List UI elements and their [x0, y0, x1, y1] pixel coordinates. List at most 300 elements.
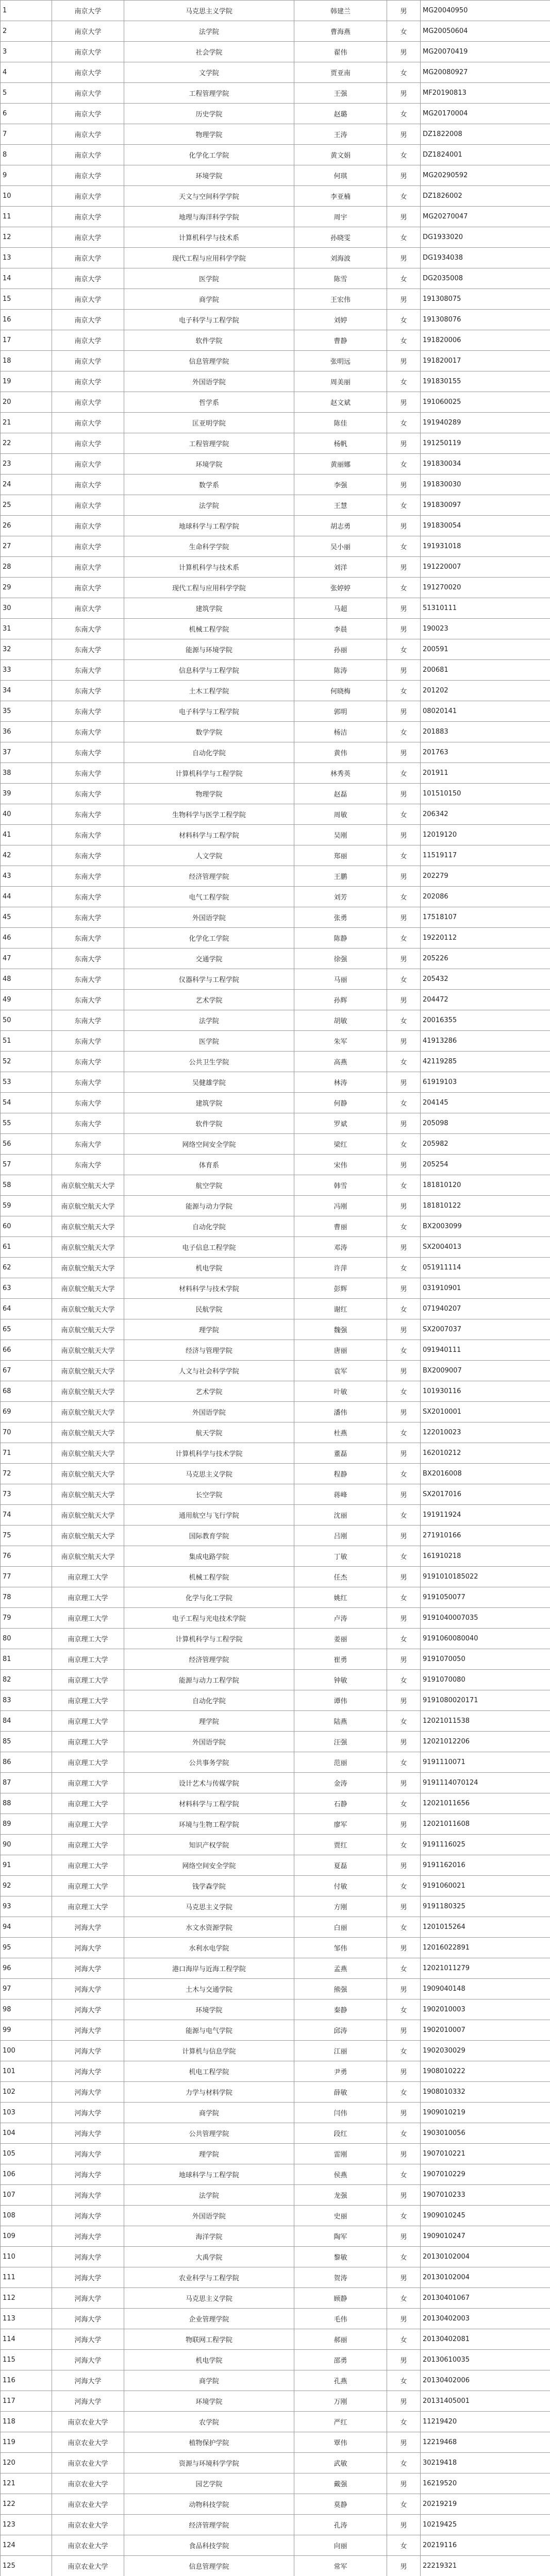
row-index-cell: 92	[1, 1876, 52, 1896]
student-id-cell: 205254	[421, 1155, 550, 1175]
university-cell: 河海大学	[52, 2041, 124, 2061]
name-cell: 闫伟	[294, 2103, 387, 2123]
university-cell: 南京大学	[52, 413, 124, 433]
name-cell: 史丽	[294, 2206, 387, 2226]
table-row	[1, 1670, 550, 1690]
college-cell: 化学与化工学院	[124, 1587, 294, 1608]
college-cell: 现代工程与应用科学学院	[124, 578, 294, 598]
row-index-cell: 61	[1, 1237, 52, 1258]
row-index-cell: 60	[1, 1216, 52, 1237]
gender-cell: 女	[387, 639, 421, 660]
student-id-cell: 20016355	[421, 1010, 550, 1031]
university-cell: 东南大学	[52, 1113, 124, 1134]
row-index-cell: 55	[1, 1113, 52, 1134]
table-row	[1, 2329, 550, 2350]
college-cell: 商学院	[124, 2103, 294, 2123]
table-row	[1, 2020, 550, 2041]
gender-cell: 女	[387, 1587, 421, 1608]
name-cell: 孙丽	[294, 639, 387, 660]
gender-cell: 女	[387, 763, 421, 784]
student-id-cell: 20130102004	[421, 2247, 550, 2267]
student-id-cell: 19220112	[421, 928, 550, 948]
gender-cell: 男	[387, 557, 421, 578]
table-row	[1, 351, 550, 371]
college-cell: 法学院	[124, 2185, 294, 2206]
name-cell: 陈静	[294, 928, 387, 948]
college-cell: 法学院	[124, 495, 294, 516]
table-row	[1, 248, 550, 268]
university-cell: 东南大学	[52, 948, 124, 969]
college-cell: 交通学院	[124, 948, 294, 969]
row-index-cell: 84	[1, 1711, 52, 1732]
college-cell: 外国语学院	[124, 1732, 294, 1752]
name-cell: 胡志勇	[294, 516, 387, 536]
college-cell: 艺术学院	[124, 1381, 294, 1402]
college-cell: 自动化学院	[124, 1690, 294, 1711]
college-cell: 体育系	[124, 1155, 294, 1175]
gender-cell: 女	[387, 1381, 421, 1402]
college-cell: 大禹学院	[124, 2247, 294, 2267]
gender-cell: 女	[387, 2412, 421, 2432]
name-cell: 金涛	[294, 1773, 387, 1793]
table-row	[1, 1608, 550, 1629]
university-cell: 东南大学	[52, 639, 124, 660]
name-cell: 曹静	[294, 330, 387, 351]
university-cell: 东南大学	[52, 1134, 124, 1155]
gender-cell: 男	[387, 392, 421, 413]
name-cell: 钟敏	[294, 1670, 387, 1690]
university-cell: 南京理工大学	[52, 1814, 124, 1835]
college-cell: 园艺学院	[124, 2473, 294, 2494]
college-cell: 国际教育学院	[124, 1526, 294, 1546]
university-cell: 南京大学	[52, 433, 124, 454]
table-row	[1, 2247, 550, 2267]
college-cell: 机电学院	[124, 2350, 294, 2370]
student-id-cell: 12021011279	[421, 1958, 550, 1979]
name-cell: 范丽	[294, 1752, 387, 1773]
table-row	[1, 825, 550, 845]
university-cell: 南京理工大学	[52, 1835, 124, 1855]
student-id-cell: 20130402006	[421, 2370, 550, 2391]
table-row	[1, 1175, 550, 1196]
name-cell: 王强	[294, 83, 387, 104]
college-cell: 物理学院	[124, 784, 294, 804]
student-id-cell: 9191070080	[421, 1670, 550, 1690]
student-id-cell: 1907010229	[421, 2164, 550, 2185]
table-row	[1, 990, 550, 1010]
row-index-cell: 86	[1, 1752, 52, 1773]
table-row	[1, 2350, 550, 2370]
student-id-cell: 9191050077	[421, 1587, 550, 1608]
gender-cell: 女	[387, 2370, 421, 2391]
student-id-cell: 191830034	[421, 454, 550, 474]
name-cell: 赵璐	[294, 104, 387, 124]
name-cell: 陶军	[294, 2226, 387, 2247]
university-cell: 河海大学	[52, 2350, 124, 2370]
college-cell: 理学院	[124, 1319, 294, 1340]
table-row	[1, 2412, 550, 2432]
gender-cell: 男	[387, 2556, 421, 2576]
university-cell: 河海大学	[52, 1999, 124, 2020]
row-index-cell: 98	[1, 1999, 52, 2020]
student-id-cell: 162010212	[421, 1443, 550, 1464]
row-index-cell: 25	[1, 495, 52, 516]
name-cell: 黄文娟	[294, 145, 387, 165]
table-row	[1, 1155, 550, 1175]
name-cell: 卢涛	[294, 1608, 387, 1629]
row-index-cell: 46	[1, 928, 52, 948]
university-cell: 河海大学	[52, 2391, 124, 2412]
table-row	[1, 2535, 550, 2556]
table-row	[1, 1361, 550, 1381]
row-index-cell: 14	[1, 268, 52, 289]
student-id-cell: 191820017	[421, 351, 550, 371]
student-id-cell: 205982	[421, 1134, 550, 1155]
gender-cell: 女	[387, 1422, 421, 1443]
university-cell: 河海大学	[52, 2288, 124, 2309]
name-cell: 程静	[294, 1464, 387, 1484]
name-cell: 邓涛	[294, 1237, 387, 1258]
college-cell: 商学院	[124, 2370, 294, 2391]
name-cell: 翟伟	[294, 42, 387, 62]
university-cell: 南京理工大学	[52, 1690, 124, 1711]
table-row	[1, 1546, 550, 1567]
university-cell: 东南大学	[52, 742, 124, 763]
student-id-cell: SX2007037	[421, 1319, 550, 1340]
name-cell: 李强	[294, 474, 387, 495]
university-cell: 河海大学	[52, 2267, 124, 2288]
row-index-cell: 77	[1, 1567, 52, 1587]
gender-cell: 女	[387, 1052, 421, 1072]
table-row	[1, 1484, 550, 1505]
row-index-cell: 68	[1, 1381, 52, 1402]
row-index-cell: 27	[1, 536, 52, 557]
table-row	[1, 42, 550, 62]
college-cell: 建筑学院	[124, 1093, 294, 1113]
row-index-cell: 56	[1, 1134, 52, 1155]
row-index-cell: 79	[1, 1608, 52, 1629]
college-cell: 外国语学院	[124, 371, 294, 392]
name-cell: 莫静	[294, 2494, 387, 2515]
table-row	[1, 928, 550, 948]
row-index-cell: 19	[1, 371, 52, 392]
college-cell: 法学院	[124, 1010, 294, 1031]
university-cell: 南京大学	[52, 310, 124, 330]
table-row	[1, 1587, 550, 1608]
student-id-cell: 9191116025	[421, 1835, 550, 1855]
university-cell: 南京理工大学	[52, 1587, 124, 1608]
gender-cell: 男	[387, 1938, 421, 1958]
name-cell: 陈雪	[294, 268, 387, 289]
gender-cell: 男	[387, 2267, 421, 2288]
university-cell: 南京航空航天大学	[52, 1546, 124, 1567]
college-cell: 机械工程学院	[124, 1567, 294, 1587]
university-cell: 河海大学	[52, 2247, 124, 2267]
name-cell: 周美丽	[294, 371, 387, 392]
table-row	[1, 1752, 550, 1773]
name-cell: 潘伟	[294, 1402, 387, 1422]
student-id-cell: 9191180325	[421, 1896, 550, 1917]
college-cell: 信息管理学院	[124, 351, 294, 371]
row-index-cell: 82	[1, 1670, 52, 1690]
college-cell: 能源与动力工程学院	[124, 1670, 294, 1690]
name-cell: 白丽	[294, 1917, 387, 1938]
row-index-cell: 26	[1, 516, 52, 536]
row-index-cell: 54	[1, 1093, 52, 1113]
university-cell: 南京航空航天大学	[52, 1484, 124, 1505]
college-cell: 网络空间安全学院	[124, 1134, 294, 1155]
student-id-cell: 12019120	[421, 825, 550, 845]
student-id-cell: 191250119	[421, 433, 550, 454]
row-index-cell: 110	[1, 2247, 52, 2267]
table-row	[1, 1958, 550, 1979]
gender-cell: 男	[387, 1278, 421, 1299]
college-cell: 钱学森学院	[124, 1876, 294, 1896]
table-row	[1, 516, 550, 536]
table-row	[1, 907, 550, 928]
university-cell: 东南大学	[52, 1093, 124, 1113]
table-row	[1, 1402, 550, 1422]
name-cell: 孔涛	[294, 2515, 387, 2535]
row-index-cell: 32	[1, 639, 52, 660]
row-index-cell: 116	[1, 2370, 52, 2391]
gender-cell: 女	[387, 227, 421, 248]
university-cell: 南京理工大学	[52, 1793, 124, 1814]
college-cell: 能源与动力学院	[124, 1196, 294, 1216]
row-index-cell: 3	[1, 42, 52, 62]
name-cell: 石静	[294, 1793, 387, 1814]
table-row	[1, 433, 550, 454]
university-cell: 南京农业大学	[52, 2494, 124, 2515]
row-index-cell: 41	[1, 825, 52, 845]
student-id-cell: 9191060080040	[421, 1629, 550, 1649]
gender-cell: 男	[387, 2432, 421, 2453]
table-row	[1, 1422, 550, 1443]
name-cell: 廖军	[294, 1814, 387, 1835]
college-cell: 理学院	[124, 1711, 294, 1732]
college-cell: 数学系	[124, 474, 294, 495]
student-id-cell: MG20170004	[421, 104, 550, 124]
row-index-cell: 67	[1, 1361, 52, 1381]
name-cell: 段红	[294, 2123, 387, 2144]
university-cell: 东南大学	[52, 928, 124, 948]
row-index-cell: 112	[1, 2288, 52, 2309]
name-cell: 袁军	[294, 1361, 387, 1381]
university-cell: 东南大学	[52, 619, 124, 639]
college-cell: 通用航空与飞行学院	[124, 1505, 294, 1526]
student-id-cell: 191308075	[421, 289, 550, 310]
name-cell: 常军	[294, 2556, 387, 2576]
row-index-cell: 50	[1, 1010, 52, 1031]
name-cell: 夏磊	[294, 1855, 387, 1876]
student-id-cell: 12016022891	[421, 1938, 550, 1958]
row-index-cell: 2	[1, 21, 52, 42]
table-row	[1, 1938, 550, 1958]
gender-cell: 女	[387, 536, 421, 557]
student-id-cell: 9191070050	[421, 1649, 550, 1670]
row-index-cell: 11	[1, 207, 52, 227]
table-row	[1, 1, 550, 21]
row-index-cell: 57	[1, 1155, 52, 1175]
gender-cell: 男	[387, 701, 421, 722]
university-cell: 南京航空航天大学	[52, 1443, 124, 1464]
student-id-cell: 9191010185022	[421, 1567, 550, 1587]
table-row	[1, 598, 550, 619]
college-cell: 长空学院	[124, 1484, 294, 1505]
student-id-cell: 1902010007	[421, 2020, 550, 2041]
name-cell: 陈佳	[294, 413, 387, 433]
college-cell: 吴健雄学院	[124, 1072, 294, 1093]
student-id-cell: 20130401067	[421, 2288, 550, 2309]
college-cell: 外国语学院	[124, 2206, 294, 2226]
gender-cell: 男	[387, 1526, 421, 1546]
table-row	[1, 2453, 550, 2473]
university-cell: 东南大学	[52, 1031, 124, 1052]
table-row	[1, 62, 550, 83]
table-row	[1, 454, 550, 474]
name-cell: 孟燕	[294, 1958, 387, 1979]
gender-cell: 男	[387, 1896, 421, 1917]
row-index-cell: 95	[1, 1938, 52, 1958]
university-cell: 南京农业大学	[52, 2473, 124, 2494]
student-id-cell: 1908010332	[421, 2082, 550, 2103]
student-id-cell: 205226	[421, 948, 550, 969]
row-index-cell: 7	[1, 124, 52, 145]
name-cell: 梁红	[294, 1134, 387, 1155]
college-cell: 物联网工程学院	[124, 2329, 294, 2350]
row-index-cell: 104	[1, 2123, 52, 2144]
gender-cell: 男	[387, 351, 421, 371]
row-index-cell: 70	[1, 1422, 52, 1443]
gender-cell: 男	[387, 1402, 421, 1422]
university-cell: 南京理工大学	[52, 1855, 124, 1876]
name-cell: 严红	[294, 2412, 387, 2432]
row-index-cell: 89	[1, 1814, 52, 1835]
row-index-cell: 71	[1, 1443, 52, 1464]
university-cell: 南京理工大学	[52, 1732, 124, 1752]
row-index-cell: 65	[1, 1319, 52, 1340]
university-cell: 南京大学	[52, 516, 124, 536]
gender-cell: 女	[387, 722, 421, 742]
gender-cell: 女	[387, 1793, 421, 1814]
university-cell: 南京大学	[52, 186, 124, 207]
name-cell: 周宇	[294, 207, 387, 227]
table-row	[1, 474, 550, 495]
gender-cell: 男	[387, 165, 421, 186]
student-id-cell: 9191040007035	[421, 1608, 550, 1629]
gender-cell: 女	[387, 1464, 421, 1484]
college-cell: 商学院	[124, 289, 294, 310]
student-id-cell: 191060025	[421, 392, 550, 413]
table-row	[1, 619, 550, 639]
gender-cell: 男	[387, 1814, 421, 1835]
college-cell: 计算机科学与技术系	[124, 227, 294, 248]
university-cell: 南京理工大学	[52, 1649, 124, 1670]
table-row	[1, 1196, 550, 1216]
row-index-cell: 21	[1, 413, 52, 433]
row-index-cell: 96	[1, 1958, 52, 1979]
student-id-cell: BX2003099	[421, 1216, 550, 1237]
student-id-cell: 202279	[421, 866, 550, 887]
college-cell: 工程管理学院	[124, 83, 294, 104]
student-id-cell: 191830097	[421, 495, 550, 516]
student-id-cell: MG20070419	[421, 42, 550, 62]
name-cell: 何琪	[294, 165, 387, 186]
name-cell: 贾红	[294, 1835, 387, 1855]
student-id-cell: 191270020	[421, 578, 550, 598]
gender-cell: 男	[387, 1690, 421, 1711]
gender-cell: 女	[387, 454, 421, 474]
college-cell: 集成电路学院	[124, 1546, 294, 1567]
table-row	[1, 1773, 550, 1793]
college-cell: 医学院	[124, 268, 294, 289]
gender-cell: 女	[387, 21, 421, 42]
student-id-cell: BX2016008	[421, 1464, 550, 1484]
college-cell: 现代工程与应用科学学院	[124, 248, 294, 268]
table-body	[1, 1, 550, 2576]
university-cell: 南京航空航天大学	[52, 1381, 124, 1402]
college-cell: 环境与生物工程学院	[124, 1814, 294, 1835]
university-cell: 南京理工大学	[52, 1752, 124, 1773]
student-id-cell: 16219520	[421, 2473, 550, 2494]
college-cell: 水利水电学院	[124, 1938, 294, 1958]
name-cell: 许萍	[294, 1258, 387, 1278]
university-cell: 东南大学	[52, 681, 124, 701]
name-cell: 尹勇	[294, 2061, 387, 2082]
table-row	[1, 1835, 550, 1855]
university-cell: 南京大学	[52, 248, 124, 268]
table-row	[1, 330, 550, 351]
row-index-cell: 94	[1, 1917, 52, 1938]
row-index-cell: 117	[1, 2391, 52, 2412]
gender-cell: 女	[387, 1670, 421, 1690]
table-row	[1, 2288, 550, 2309]
table-row	[1, 742, 550, 763]
name-cell: 冯刚	[294, 1196, 387, 1216]
gender-cell: 男	[387, 207, 421, 227]
university-cell: 南京航空航天大学	[52, 1464, 124, 1484]
college-cell: 化学化工学院	[124, 145, 294, 165]
name-cell: 郝丽	[294, 2329, 387, 2350]
table-row	[1, 1505, 550, 1526]
gender-cell: 男	[387, 2350, 421, 2370]
student-id-cell: 51310111	[421, 598, 550, 619]
row-index-cell: 34	[1, 681, 52, 701]
college-cell: 植物保护学院	[124, 2432, 294, 2453]
gender-cell: 女	[387, 1999, 421, 2020]
name-cell: 吕刚	[294, 1526, 387, 1546]
table-row	[1, 2494, 550, 2515]
student-id-cell: MG20040950	[421, 1, 550, 21]
row-index-cell: 20	[1, 392, 52, 413]
college-cell: 化学化工学院	[124, 928, 294, 948]
student-id-cell: 20131405001	[421, 2391, 550, 2412]
gender-cell: 女	[387, 1917, 421, 1938]
gender-cell: 男	[387, 1484, 421, 1505]
row-index-cell: 102	[1, 2082, 52, 2103]
gender-cell: 男	[387, 948, 421, 969]
row-index-cell: 10	[1, 186, 52, 207]
student-id-cell: 200681	[421, 660, 550, 681]
university-cell: 南京理工大学	[52, 1876, 124, 1896]
name-cell: 姜丽	[294, 1629, 387, 1649]
university-cell: 南京大学	[52, 536, 124, 557]
university-cell: 东南大学	[52, 1010, 124, 1031]
college-cell: 文学院	[124, 62, 294, 83]
row-index-cell: 107	[1, 2185, 52, 2206]
college-cell: 环境学院	[124, 454, 294, 474]
student-id-cell: 191931018	[421, 536, 550, 557]
